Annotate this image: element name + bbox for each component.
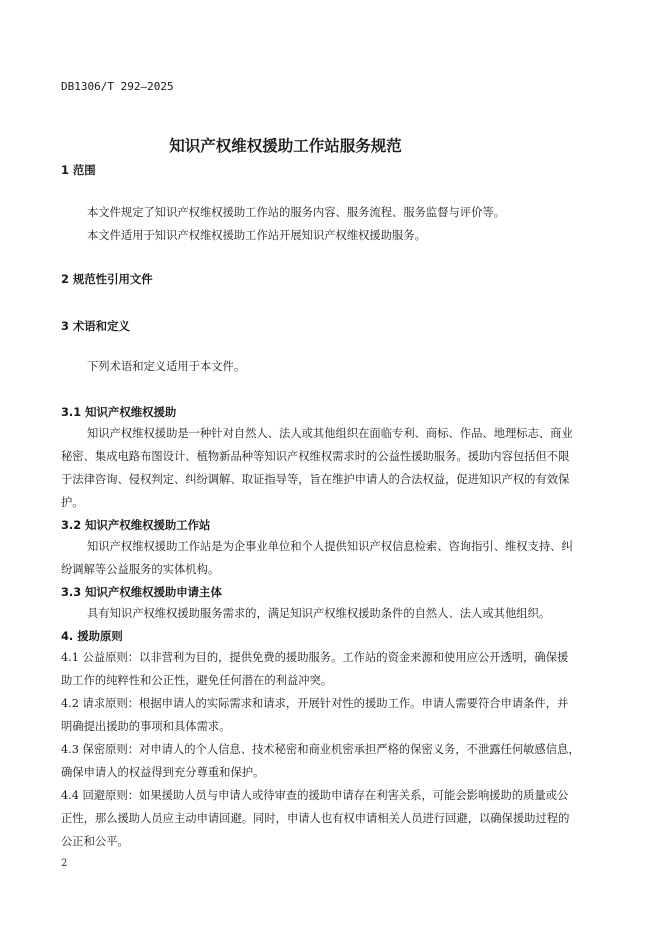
clause-4-3-line: 4.3 保密原则：对申请人的个人信息、技术秘密和商业机密承担严格的保密义务，不泄露任何敏感信息， [61, 743, 580, 756]
term-3-1-line: 知识产权维权援助是一种针对自然人、法人或其他组织在面临专利、商标、作品、地理标志、商业 [87, 427, 573, 440]
section-4-heading: 4. 援助原则 [61, 629, 123, 643]
section-3-heading: 3 术语和定义 [61, 319, 130, 333]
section-1-heading: 1 范围 [61, 163, 96, 177]
term-3-1-line: 护。 [61, 496, 84, 509]
term-3-3-heading: 3.3 知识产权维权援助申请主体 [61, 585, 222, 599]
clause-4-2-line: 4.2 请求原则：根据申请人的实际需求和请求，开展针对性的援助工作。申请人需要符合申请条件，并 [61, 697, 569, 710]
standard-number: DB1306/T 292—2025 [61, 80, 174, 93]
section-1-paragraph-1: 本文件规定了知识产权维权援助工作站的服务内容、服务流程、服务监督与评价等。 [87, 206, 505, 219]
clause-4-4-line: 正性，那么援助人员应主动申请回避。同时，申请人也有权申请相关人员进行回避，以确保援助过程的 [61, 812, 570, 825]
clause-4-4-line: 4.4 回避原则：如果援助人员与申请人或待审查的援助申请存在利害关系，可能会影响援助的质量或公 [61, 789, 569, 802]
term-3-1-heading: 3.1 知识产权维权援助 [61, 405, 177, 419]
term-3-1-line: 于法律咨询、侵权判定、纠纷调解、取证指导等，旨在维护申请人的合法权益，促进知识产权的有效保 [61, 473, 570, 486]
clause-4-3-line: 确保申请人的权益得到充分尊重和保护。 [61, 766, 265, 779]
term-3-2-line: 知识产权维权援助工作站是为企事业单位和个人提供知识产权信息检索、咨询指引、维权支持、纠 [87, 540, 573, 553]
term-3-1-line: 秘密、集成电路布图设计、植物新品种等知识产权维权需求时的公益性援助服务。援助内容包括但不限 [61, 450, 570, 463]
clause-4-2-line: 明确提出援助的事项和具体需求。 [61, 720, 231, 733]
document-title: 知识产权维权援助工作站服务规范 [169, 137, 402, 155]
clause-4-1-line: 助工作的纯粹性和公正性，避免任何潜在的利益冲突。 [61, 674, 333, 687]
clause-4-4-line: 公正和公平。 [61, 835, 129, 848]
clause-4-1-line: 4.1 公益原则：以非营利为目的，提供免费的援助服务。工作站的资金来源和使用应公开透明，确保援 [61, 651, 569, 664]
section-3-intro: 下列术语和定义适用于本文件。 [87, 360, 246, 373]
page-number: 2 [61, 858, 68, 869]
term-3-3-line: 具有知识产权维权援助服务需求的，满足知识产权维权援助条件的自然人、法人或其他组织。 [87, 607, 551, 620]
section-1-paragraph-2: 本文件适用于知识产权维权援助工作站开展知识产权维权援助服务。 [87, 229, 426, 242]
section-2-heading: 2 规范性引用文件 [61, 272, 153, 286]
term-3-2-line: 纷调解等公益服务的实体机构。 [61, 563, 220, 576]
term-3-2-heading: 3.2 知识产权维权援助工作站 [61, 518, 211, 532]
